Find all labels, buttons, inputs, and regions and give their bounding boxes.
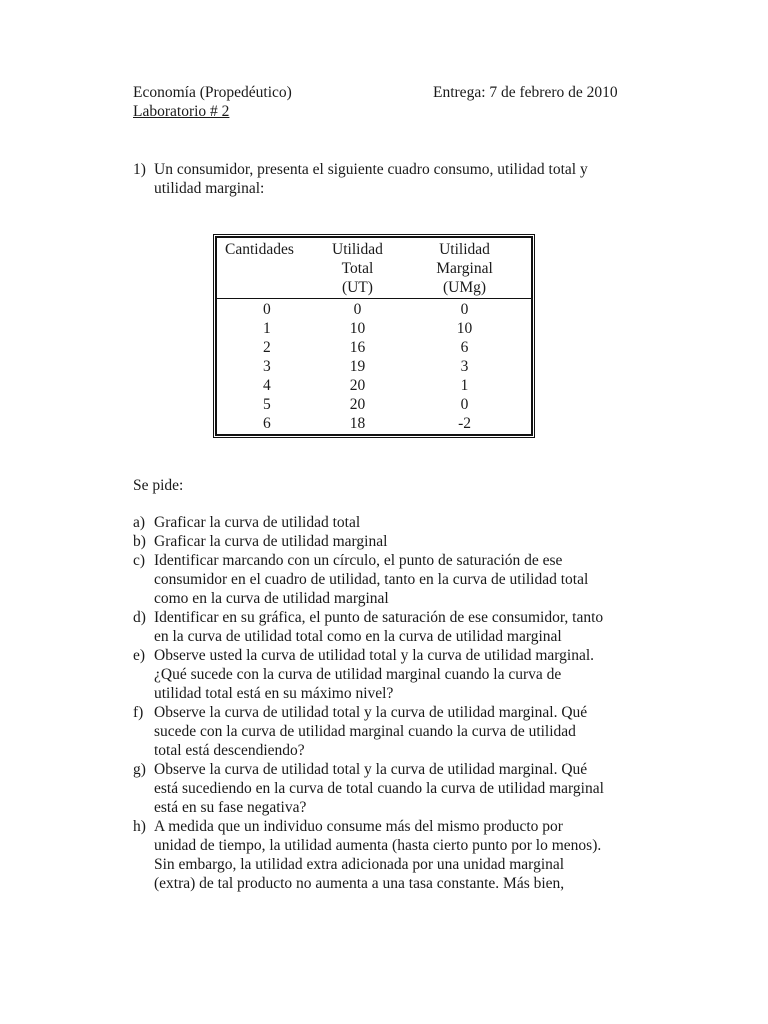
question-text <box>154 160 633 198</box>
task-line: utilidad total está en su máximo nivel? <box>154 685 394 702</box>
task-label: a) <box>133 514 146 531</box>
cell-total-utility: 0 <box>353 301 362 318</box>
header-ut-line: Utilidad <box>332 241 383 258</box>
task-label: f) <box>133 704 144 721</box>
cell-quantity: 6 <box>263 415 271 432</box>
task-line: Identificar marcando con un círculo, el punto de saturación de ese <box>154 552 563 569</box>
task-line: Observe la curva de utilidad total y la curva de utilidad marginal. Qué <box>154 704 588 721</box>
table-row <box>217 299 531 320</box>
cell-marginal-utility: 0 <box>460 301 469 318</box>
cell-marginal-utility: -2 <box>458 415 471 432</box>
task-line: Observe la curva de utilidad total y la curva de utilidad marginal. Qué <box>154 761 588 778</box>
cell-total-utility: 16 <box>349 339 366 356</box>
se-pide-label: Se pide: <box>133 477 184 494</box>
course-title: Economía (Propedéutico) <box>133 84 292 101</box>
cell-marginal-utility: 10 <box>456 320 473 337</box>
task-line: consumidor en el cuadro de utilidad, tanto en la curva de utilidad total <box>154 571 589 588</box>
cell-quantity: 4 <box>263 377 271 394</box>
cell-total-utility: 18 <box>349 415 366 432</box>
task-item <box>133 646 643 703</box>
task-line: está en su fase negativa? <box>154 799 307 816</box>
task-item <box>133 551 643 608</box>
task-line: Graficar la curva de utilidad total <box>154 514 361 531</box>
header-umg-line: Marginal <box>436 260 493 277</box>
table-row <box>217 414 531 433</box>
task-line: unidad de tiempo, la utilidad aumenta (hasta cierto punto por lo menos). <box>154 837 602 854</box>
task-item <box>133 513 643 532</box>
cell-total-utility: 20 <box>349 377 366 394</box>
cell-marginal-utility: 6 <box>460 339 469 356</box>
cell-total-utility: 20 <box>349 396 366 413</box>
table-row <box>217 338 531 357</box>
cell-quantity: 0 <box>263 301 271 318</box>
task-item <box>133 817 643 893</box>
task-line: en la curva de utilidad total como en la curva de utilidad marginal <box>154 628 562 645</box>
cell-total-utility: 19 <box>349 358 366 375</box>
header-umg-line: Utilidad <box>439 241 490 258</box>
task-line: Identificar en su gráfica, el punto de saturación de ese consumidor, tanto <box>154 609 604 626</box>
table-row <box>217 395 531 414</box>
task-label: e) <box>133 647 146 664</box>
task-line: como en la curva de utilidad marginal <box>154 590 389 607</box>
task-line: A medida que un individuo consume más del mismo producto por <box>154 818 563 835</box>
cell-quantity: 5 <box>263 396 271 413</box>
table-row <box>217 319 531 338</box>
cell-quantity: 1 <box>263 320 271 337</box>
task-label: c) <box>133 552 146 569</box>
table-row <box>217 376 531 395</box>
task-item <box>133 608 643 646</box>
task-line: total está descendiendo? <box>154 742 305 759</box>
header-left <box>133 83 292 121</box>
task-item <box>133 532 643 551</box>
question-text-line: utilidad marginal: <box>154 180 265 197</box>
due-date: Entrega: 7 de febrero de 2010 <box>433 84 618 101</box>
task-line: Graficar la curva de utilidad marginal <box>154 533 388 550</box>
cell-marginal-utility: 3 <box>460 358 469 375</box>
utility-table <box>215 236 533 436</box>
cell-total-utility: 10 <box>349 320 366 337</box>
header-marginal-utility <box>398 238 531 299</box>
question-number: 1) <box>133 161 146 178</box>
task-label: h) <box>133 818 146 835</box>
task-line: Observe usted la curva de utilidad total y la curva de utilidad marginal. <box>154 647 595 664</box>
header-quantity <box>217 238 317 299</box>
cell-marginal-utility: 0 <box>460 396 469 413</box>
question-text-line: Un consumidor, presenta el siguiente cuadro consumo, utilidad total y <box>154 161 588 178</box>
task-list <box>133 513 643 893</box>
task-label: g) <box>133 761 146 778</box>
task-line: (extra) de tal producto no aumenta a una tasa constante. Más bien, <box>154 875 565 892</box>
header-ut-line: Total <box>341 260 374 277</box>
cell-quantity: 3 <box>263 358 271 375</box>
task-line: ¿Qué sucede con la curva de utilidad marginal cuando la curva de <box>154 666 562 683</box>
header-ut-line: (UT) <box>341 279 373 296</box>
task-line: Sin embargo, la utilidad extra adicionada por una unidad marginal <box>154 856 565 873</box>
header-umg-line: (UMg) <box>442 279 487 296</box>
header-total-utility <box>317 238 398 299</box>
question-1 <box>133 160 633 198</box>
task-item <box>133 760 643 817</box>
header-quantity-label: Cantidades <box>225 241 294 258</box>
lab-title: Laboratorio # 2 <box>133 103 230 120</box>
task-label: b) <box>133 533 146 550</box>
cell-marginal-utility: 1 <box>460 377 469 394</box>
task-line: sucede con la curva de utilidad marginal cuando la curva de utilidad <box>154 723 576 740</box>
task-label: d) <box>133 609 146 626</box>
cell-quantity: 2 <box>263 339 271 356</box>
table-row <box>217 357 531 376</box>
task-item <box>133 703 643 760</box>
task-line: está sucediendo en la curva de total cuando la curva de utilidad marginal <box>154 780 604 797</box>
